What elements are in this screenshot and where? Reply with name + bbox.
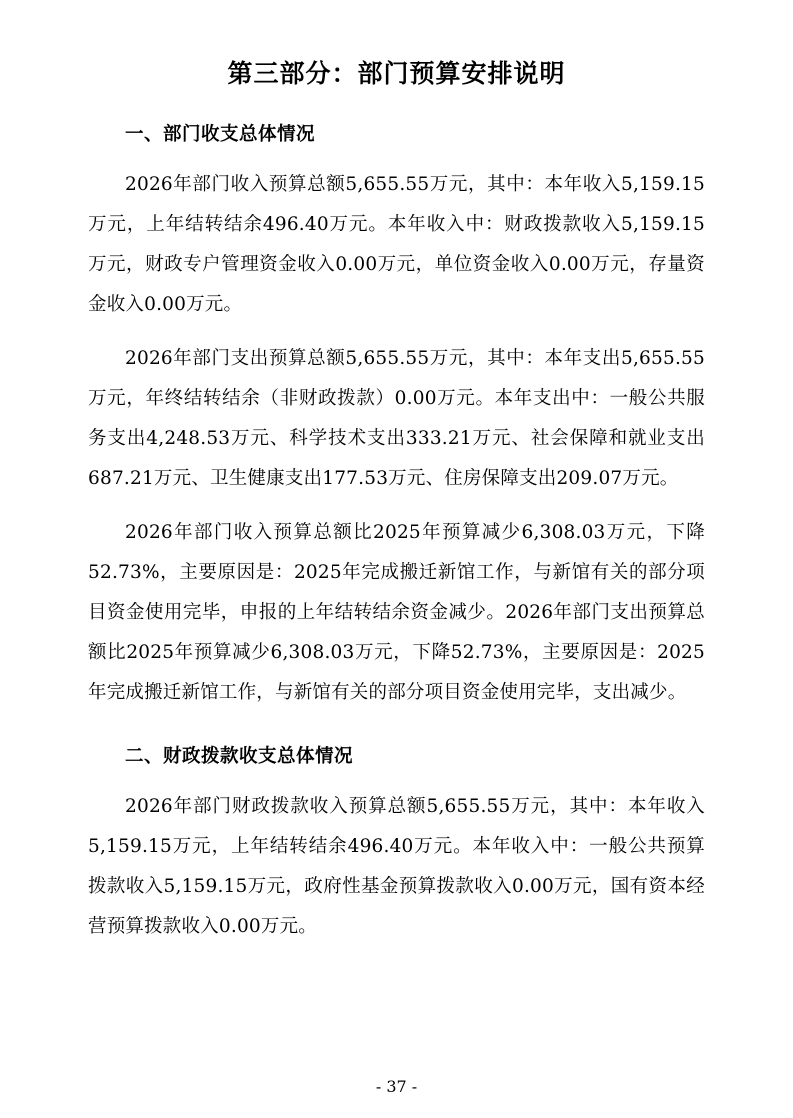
section-heading-2: 二、财政拨款收支总体情况 [125,745,354,767]
section-1-paragraph-1: 2026年部门收入预算总额5,655.55万元，其中：本年收入5,159.15万元，上年结转结余496.40万元。本年收入中：财政拨款收入5,159.15万元，财政专户管理资金收入0.00万元，单位资金收入0.00万元，存量资金收入0.00万元。 [88,173,705,315]
page-number: - 37 - [375,1077,418,1096]
section-heading-1: 一、部门收支总体情况 [125,124,316,145]
section-2-paragraph-1: 2026年部门财政拨款收入预算总额5,655.55万元，其中：本年收入5,159.15万元，上年结转结余496.40万元。本年收入中：一般公共预算拨款收入5,159.15万元，政府性基金预算拨款收入0.00万元，国有资本经营预算拨款收入0.00万元。 [88,795,705,937]
section-1-paragraph-2: 2026年部门支出预算总额5,655.55万元，其中：本年支出5,655.55万元，年终结转结余（非财政拨款）0.00万元。本年支出中：一般公共服务支出4,248.53万元、科学技术支出333.21万元、社会保障和就业支出687.21万元、卫生健康支出177.53万元、住房保障支出209.07万元。 [88,347,705,489]
page-title: 第三部分：部门预算安排说明 [227,59,566,88]
section-1-paragraph-3: 2026年部门收入预算总额比2025年预算减少6,308.03万元，下降52.73%，主要原因是：2025年完成搬迁新馆工作，与新馆有关的部分项目资金使用完毕，申报的上年结转结余资金减少。2026年部门支出预算总额比2025年预算减少6,308.03万元，下降52.73%，主要原因是：2025年完成搬迁新馆工作，与新馆有关的部分项目资金使用完毕，支出减少。 [88,521,705,703]
